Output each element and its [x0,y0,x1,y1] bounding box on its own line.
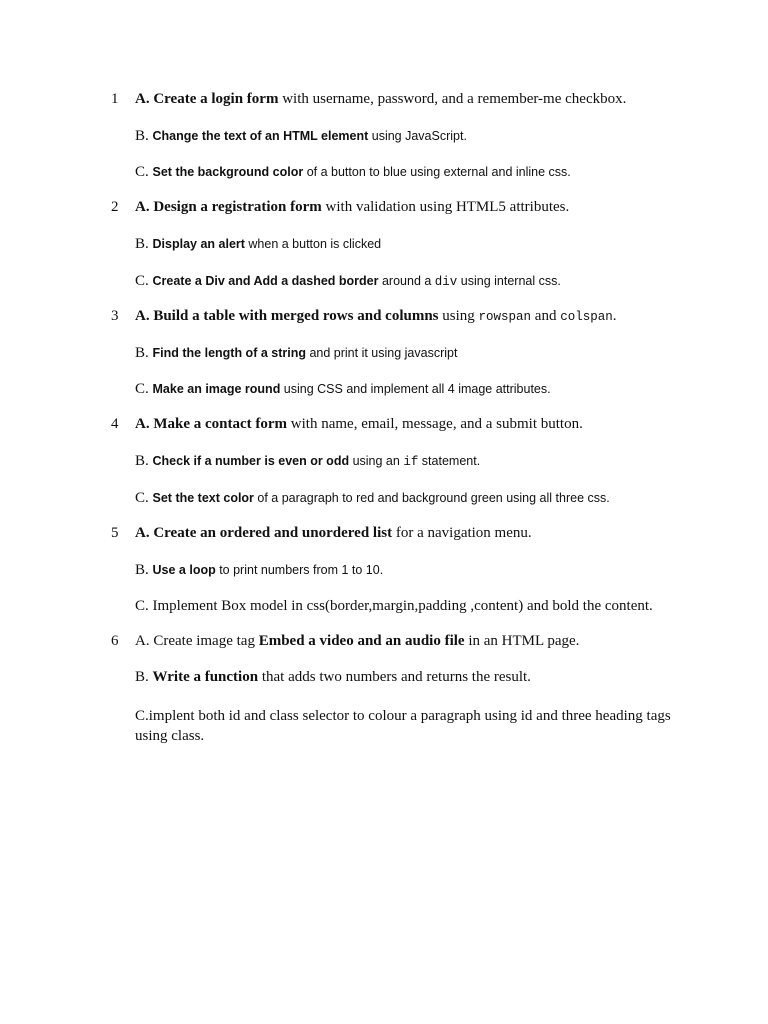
bold-text: Change the text of an HTML element [152,129,369,143]
bold-text: Set the background color [152,165,304,179]
text-run: B. [135,453,153,469]
bold-text: Find the length of a string [152,346,306,360]
bold-text: Use a loop [152,563,216,577]
text-run: when a button is clicked [244,237,382,251]
text-run: B. [135,562,153,578]
item-5-part-a [135,525,695,542]
text-run: C. [135,381,153,397]
bold-text: A. Make a contact form [135,416,288,432]
text-run: to print numbers from 1 to 10. [215,563,384,577]
text-run: with validation using HTML5 attributes. [321,199,570,215]
text-run: B. [135,128,153,144]
text-run: and [531,308,561,324]
item-number: 1 [111,91,119,107]
text-run: C. [135,164,153,180]
bold-text: Make an image round [152,382,281,396]
text-run: for a navigation menu. [392,525,532,541]
text-run: around a [378,274,435,288]
code-token: rowspan [478,310,532,324]
item-1-part-b [135,128,695,145]
bold-text: Set the text color [152,491,254,505]
text-run: A. Create image tag [135,633,259,649]
bold-text: A. Create a login form [135,91,279,107]
text-run: with name, email, message, and a submit button. [287,416,583,432]
bold-text: Write a function [152,669,259,685]
item-number: 6 [111,633,119,649]
item-3-part-c [135,381,695,398]
text-run: B. [135,669,153,685]
item-1-part-a [135,91,695,108]
text-run: with username, password, and a remember-me checkbox. [278,91,627,107]
item-3-part-a [135,308,695,325]
text-run: using an [349,454,404,468]
bold-text: A. Design a registration form [135,199,322,215]
item-4-part-a [135,416,695,433]
text-run: C. Implement Box model in css(border,margin,padding ,content) and bold the content. [135,598,653,614]
bold-text: Check if a number is even or odd [152,454,350,468]
item-number: 5 [111,525,119,541]
item-2-part-b [135,236,695,253]
bold-text: Display an alert [152,237,245,251]
bold-text: A. Build a table with merged rows and columns [135,308,439,324]
item-4-part-c [135,490,695,507]
text-run: in an HTML page. [464,633,580,649]
text-run: . [612,308,617,324]
text-run: C. [135,490,153,506]
text-run: using CSS and implement all 4 image attributes. [280,382,551,396]
code-token: colspan [560,310,613,324]
bold-text: Embed a video and an audio file [258,633,465,649]
item-number: 2 [111,199,119,215]
text-run: using JavaScript. [368,129,467,143]
text-run: using internal css. [457,274,561,288]
item-number: 4 [111,416,119,432]
bold-text: A. Create an ordered and unordered list [135,525,393,541]
item-4-part-b [135,453,695,470]
item-2-part-a [135,199,695,216]
text-run: using [438,308,479,324]
text-run: of a paragraph to red and background green using all three css. [253,491,610,505]
text-run: of a button to blue using external and inline css. [303,165,571,179]
item-6-part-c [135,706,695,746]
text-run: statement. [418,454,481,468]
item-5-part-b [135,562,695,579]
text-run: B. [135,345,153,361]
text-run: B. [135,236,153,252]
text-run: and print it using javascript [305,346,458,360]
item-3-part-b [135,345,695,362]
text-run: that adds two numbers and returns the result. [258,669,531,685]
code-token: div [434,275,458,289]
item-2-part-c [135,273,695,290]
item-5-part-c [135,598,695,615]
item-6-part-b [135,669,695,686]
text-run: C.implent both id and class selector to colour a paragraph using id and three heading tags using class. [135,708,671,744]
code-token: if [403,455,419,469]
text-run: C. [135,273,153,289]
item-1-part-c [135,164,695,181]
bold-text: Create a Div and Add a dashed border [152,274,379,288]
item-number: 3 [111,308,119,324]
item-6-part-a [135,633,695,650]
